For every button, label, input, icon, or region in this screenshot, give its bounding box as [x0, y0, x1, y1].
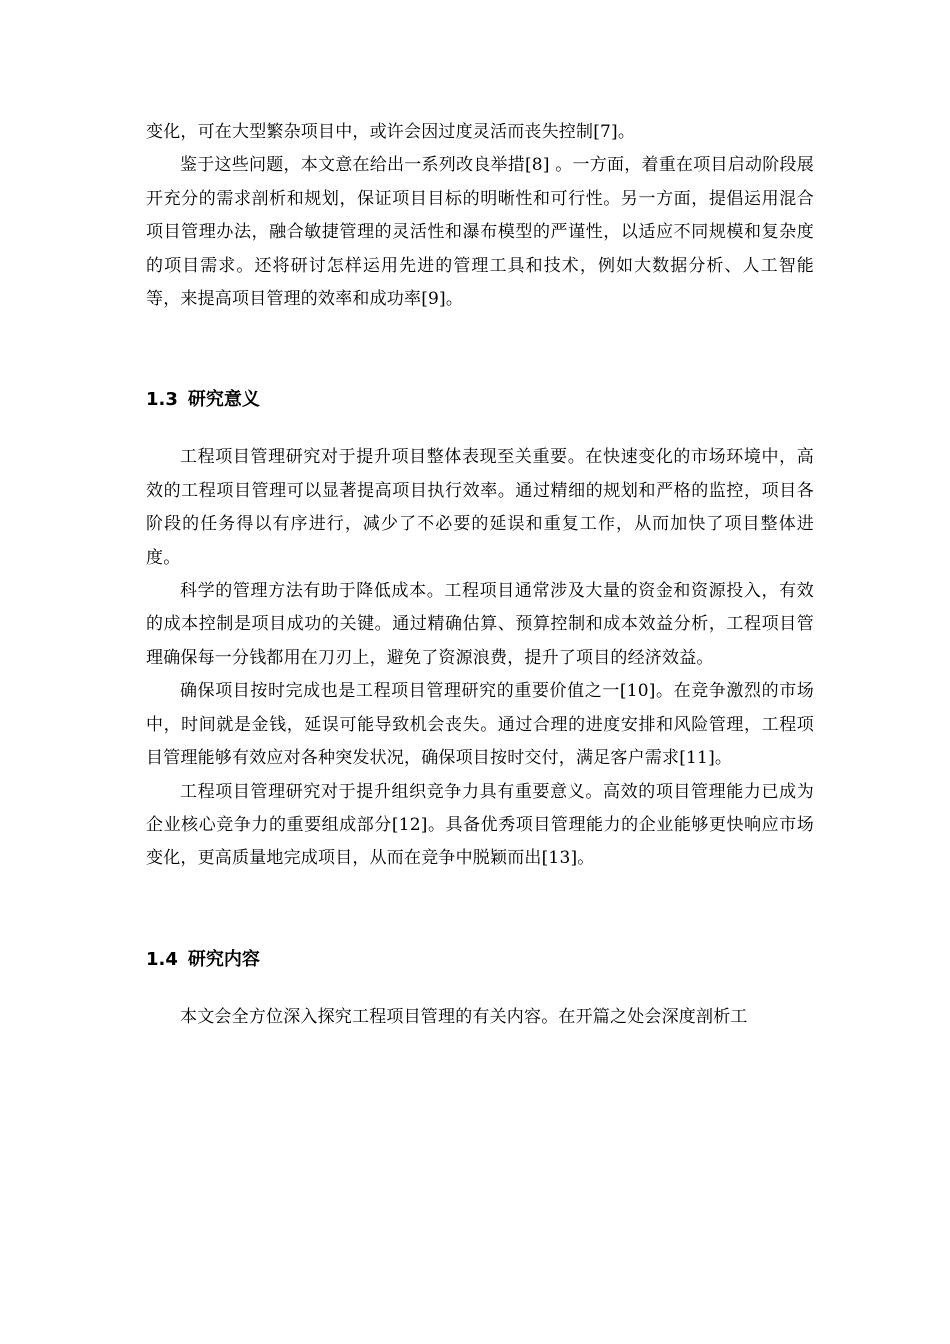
section-heading-1-4: [146, 946, 814, 974]
document-page: [146, 116, 814, 1034]
paragraph-significance-cost: 科学的管理方法有助于降低成本。工程项目通常涉及大量的资金和资源投入，有效的成本控制是项目成功的关键。通过精确估算、预算控制和成本效益分析，工程项目管理确保每一分钱都用在刀刃上，避免了资源浪费，提升了项目的经济效益。: [146, 581, 814, 668]
paragraph-continuation: 变化，可在大型繁杂项目中，或许会因过度灵活而丧失控制[7]。: [146, 122, 636, 142]
section-number: 1.4: [146, 948, 178, 970]
spacer: [146, 876, 814, 946]
paragraph-significance-competitiveness: 工程项目管理研究对于提升组织竞争力具有重要意义。高效的项目管理能力已成为企业核心竞争力的重要组成部分[12]。具备优秀项目管理能力的企业能够更快响应市场变化，更高质量地完成项目，从而在竞争中脱颖而出[13]。: [146, 781, 814, 869]
section-title: 研究意义: [187, 389, 260, 411]
section-number: 1.3: [146, 389, 178, 411]
spacer: [146, 316, 814, 386]
paragraph-improvements: 鉴于这些问题，本文意在给出一系列改良举措[8] 。一方面，着重在项目启动阶段展开充分的需求剖析和规划，保证项目目标的明晰性和可行性。另一方面，提倡运用混合项目管理办法，融合敏捷管理的灵活性和瀑布模型的严谨性，以适应不同规模和复杂度的项目需求。还将研讨怎样运用先进的管理工具和技术，例如大数据分析、人工智能等，来提高项目管理的效率和成功率[9]。: [146, 155, 814, 310]
paragraph-significance-efficiency: 工程项目管理研究对于提升项目整体表现至关重要。在快速变化的市场环境中，高效的工程项目管理可以显著提高项目执行效率。通过精细的规划和严格的监控，项目各阶段的任务得以有序进行，减少了不必要的延误和重复工作，从而加快了项目整体进度。: [146, 447, 814, 568]
spacer: [146, 414, 814, 441]
section-heading-1-3: [146, 386, 814, 414]
paragraph-research-content: 本文会全方位深入探究工程项目管理的有关内容。在开篇之处会深度剖析工: [180, 1006, 748, 1027]
section-title: 研究内容: [187, 948, 260, 970]
spacer: [146, 974, 814, 1001]
paragraph-significance-schedule: 确保项目按时完成也是工程项目管理研究的重要价值之一[10]。在竞争激烈的市场中，时间就是金钱，延误可能导致机会丧失。通过合理的进度安排和风险管理，工程项目管理能够有效应对各种突发状况，确保项目按时交付，满足客户需求[11]。: [146, 681, 814, 769]
